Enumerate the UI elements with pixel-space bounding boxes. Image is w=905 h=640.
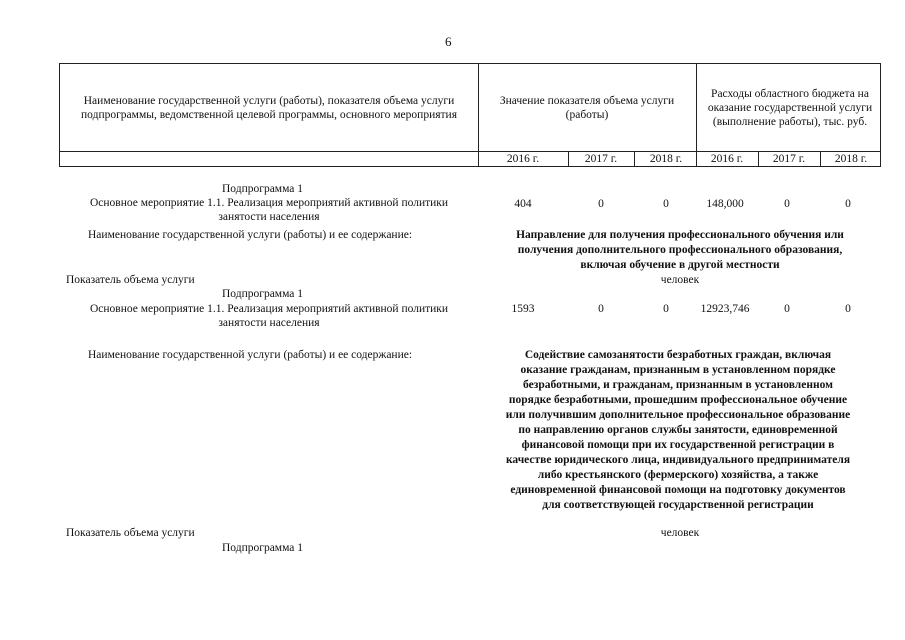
header-col-expenses: Расходы областного бюджета на оказание государственной услуги (выполнение работы), тыс. руб. [707, 87, 873, 128]
service-line: либо крестьянского (фермерского) хозяйства, а также [537, 469, 819, 481]
year-expense-2017: 2017 г. [772, 153, 806, 165]
value-volume-2018: 0 [663, 303, 669, 315]
year-volume-2018: 2018 г. [649, 153, 683, 165]
value-volume-2016: 404 [514, 198, 532, 210]
value-expense-2018: 0 [845, 198, 851, 210]
header-col-name: Наименование государственной услуги (работы), показателя объема услуги подпрограммы, ведомственной целевой программы, основного мероприятия [81, 94, 457, 121]
service-line: для соответствующей государственной регистрации [542, 499, 814, 511]
service-line: качестве юридического лица, индивидуального предпринимателя [505, 454, 851, 466]
year-expense-2016: 2016 г. [710, 153, 744, 165]
service-line: включая обучение в другой местности [580, 259, 780, 271]
indicator-label: Показатель объема услуги [66, 527, 195, 539]
subprogram-label: Подпрограмма 1 [222, 288, 304, 300]
main-measure-line1: Основное мероприятие 1.1. Реализация мероприятий активной политики [89, 197, 449, 209]
service-line: Содействие самозанятости безработных граждан, включая [524, 349, 832, 361]
service-name-label: Наименование государственной услуги (работы) и ее содержание: [88, 349, 413, 361]
value-expense-2016: 148,000 [706, 198, 744, 210]
service-line: оказание гражданам, признанным в установленном порядке [520, 364, 836, 376]
indicator-unit: человек [660, 274, 700, 286]
service-line: Направление для получения профессионального обучения или [516, 229, 844, 241]
subprogram-label: Подпрограмма 1 [222, 183, 304, 195]
main-measure-line1: Основное мероприятие 1.1. Реализация мероприятий активной политики [89, 303, 449, 315]
page-number: 6 [445, 34, 452, 49]
service-description [478, 228, 882, 273]
indicator-unit: человек [660, 527, 700, 539]
value-volume-2016: 1593 [511, 303, 535, 315]
service-line: порядке безработными, прошедшим профессиональное обучение [508, 394, 848, 406]
indicator-label: Показатель объема услуги [66, 274, 195, 286]
value-expense-2017: 0 [784, 303, 790, 315]
year-expense-2018: 2018 г. [834, 153, 868, 165]
service-line: единовременной финансовой помощи на подготовку документов [510, 484, 846, 496]
service-line: финансовой помощи при их государственной регистрации в [521, 439, 835, 451]
value-volume-2017: 0 [598, 303, 604, 315]
service-name-label: Наименование государственной услуги (работы) и ее содержание: [88, 229, 413, 241]
main-measure-line2: занятости населения [218, 317, 320, 329]
value-volume-2017: 0 [598, 198, 604, 210]
value-expense-2017: 0 [784, 198, 790, 210]
service-description [476, 348, 880, 513]
value-expense-2016: 12923,746 [700, 303, 750, 315]
header-col-volume: Значение показателя объема услуги (работы) [499, 94, 675, 121]
subprogram-label: Подпрограмма 1 [222, 542, 304, 554]
service-line: или получившим дополнительное профессиональное образование [505, 409, 851, 421]
year-volume-2017: 2017 г. [584, 153, 618, 165]
year-volume-2016: 2016 г. [506, 153, 540, 165]
service-line: по направлению органов службы занятости, единовременной [518, 424, 838, 436]
header-table [59, 63, 881, 167]
value-expense-2018: 0 [845, 303, 851, 315]
service-line: получения дополнительного профессионального образования, [517, 244, 843, 256]
service-line: безработными, и гражданам, признанным в установленном [523, 379, 833, 391]
value-volume-2018: 0 [663, 198, 669, 210]
main-measure-line2: занятости населения [218, 211, 320, 223]
